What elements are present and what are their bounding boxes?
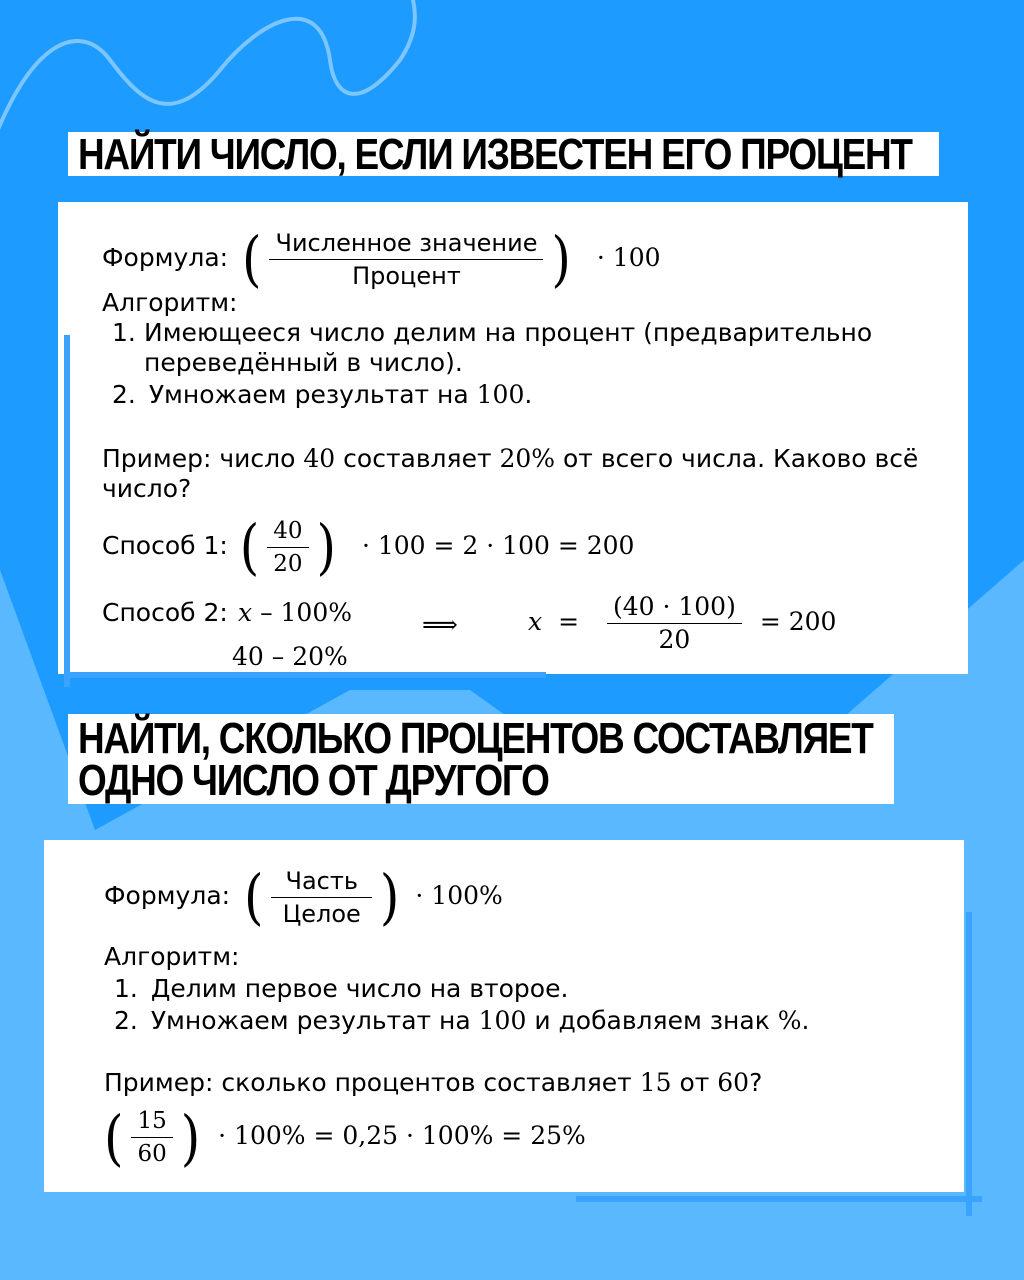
algorithm1-step2-end: .: [524, 380, 533, 409]
method2-equation: [528, 590, 836, 654]
algorithm1-step2-value: 100: [476, 380, 525, 409]
method2-arrow: ⟹: [422, 610, 458, 639]
method2-row1-text: – 100%: [260, 598, 352, 627]
algorithm2-step2-sign: %: [777, 1006, 802, 1035]
formula1-numerator: Численное значение: [269, 227, 543, 260]
algorithm2-step1-text: Делим первое число на второе.: [150, 974, 569, 1003]
formula2-left-paren: (: [244, 862, 264, 932]
method1-denominator: 20: [273, 550, 303, 577]
method1-numerator: 40: [267, 515, 308, 548]
algorithm1-step2: [112, 380, 532, 410]
formula2-tail: · 100%: [415, 881, 503, 910]
calc2-numerator: 15: [131, 1105, 172, 1138]
example1-suffix: от всего числа. Каково всё: [563, 444, 919, 473]
method2-row2: 40 – 20%: [232, 642, 348, 671]
example1-mid: составляет: [343, 444, 492, 473]
algorithm2-step2-text: Умножаем результат на: [150, 1006, 471, 1035]
section1-title: НАЙТИ ЧИСЛО, ЕСЛИ ИЗВЕСТЕН ЕГО ПРОЦЕНТ: [78, 130, 912, 179]
example1-pct: 20%: [499, 444, 556, 473]
algorithm2-step2: [114, 1006, 810, 1036]
algorithm1-step1-line2: переведённый в число).: [144, 348, 463, 377]
method2-x: x: [238, 598, 253, 627]
calc2-tail: · 100% = 0,25 · 100% = 25%: [218, 1121, 586, 1150]
method2-fraction: [607, 591, 742, 656]
method2-row1: [238, 598, 352, 628]
section2-card: [44, 840, 964, 1192]
method2-result: = 200: [759, 607, 837, 636]
method1-tail: · 100 = 2 · 100 = 200: [361, 531, 635, 560]
calc2-denominator: 60: [137, 1141, 167, 1167]
algorithm1-step1-line1: Имеющееся число делим на процент (предварительно: [144, 318, 873, 347]
formula2-label: Формула:: [104, 881, 231, 910]
section1-card: [58, 202, 968, 674]
formula2-denominator: Целое: [282, 899, 361, 928]
method1-label: Способ 1:: [102, 531, 228, 560]
algorithm2-step2-num: 2.: [114, 1006, 138, 1035]
example2-n2: 60: [717, 1068, 750, 1097]
example1-line1: [102, 444, 918, 474]
example1-n1: 40: [303, 444, 336, 473]
calc2-fraction: [131, 1105, 172, 1170]
method1-left-paren: (: [239, 512, 260, 582]
formula1-row: [102, 224, 661, 292]
example2-mid: от: [679, 1068, 710, 1097]
algorithm1-step2-num: 2.: [112, 380, 136, 409]
example1-line2: число?: [102, 474, 192, 503]
calc2-left-paren: (: [104, 1102, 124, 1173]
method1-fraction: [267, 515, 308, 580]
section1-accent-horizontal: [66, 672, 546, 678]
algorithm2-step2-mid: и добавляем знак: [534, 1006, 770, 1035]
method2-denominator: 20: [658, 625, 691, 654]
formula2-numerator: Часть: [271, 865, 371, 898]
method1-row: [102, 512, 634, 580]
section2-accent-horizontal: [576, 1196, 982, 1202]
formula1-tail: · 100: [596, 243, 661, 272]
example2-line: [104, 1068, 762, 1098]
algorithm2-step1: [114, 974, 568, 1004]
section1-accent-vertical: [64, 335, 70, 687]
method2-eq-lhs: x: [528, 607, 543, 636]
section2-title-line2: ОДНО ЧИСЛО ОТ ДРУГОГО: [78, 756, 549, 805]
formula1-right-paren: ): [551, 224, 571, 294]
example1-prefix: Пример: число: [102, 444, 296, 473]
method1-right-paren: ): [316, 512, 337, 582]
example2-n1: 15: [639, 1068, 672, 1097]
example2-prefix: Пример: сколько процентов составляет: [104, 1068, 632, 1097]
section1-title-bar: [68, 130, 939, 179]
formula1-fraction: [269, 227, 543, 292]
example2-end: ?: [749, 1068, 763, 1097]
calc2-right-paren: ): [180, 1102, 201, 1173]
algorithm2-step2-value: 100: [478, 1006, 527, 1035]
formula1-denominator: Процент: [352, 261, 461, 290]
algorithm2-step1-num: 1.: [114, 974, 138, 1003]
section2-accent-vertical: [966, 912, 972, 1216]
formula2-fraction: [271, 865, 371, 930]
algorithm1-label: Алгоритм:: [102, 288, 238, 317]
algorithm2-label: Алгоритм:: [104, 942, 240, 971]
calc2-row: [104, 1102, 586, 1173]
method2-label: Способ 2:: [102, 598, 228, 627]
algorithm2-step2-end: .: [801, 1006, 810, 1035]
formula1-label: Формула:: [102, 243, 229, 272]
method2-eq: =: [558, 607, 580, 636]
section2-title-line1: НАЙТИ, СКОЛЬКО ПРОЦЕНТОВ СОСТАВЛЯЕТ: [78, 714, 873, 763]
algorithm1-step2-text: Умножаем результат на: [148, 380, 469, 409]
squiggle-line: [0, 0, 415, 150]
formula1-left-paren: (: [242, 224, 262, 294]
method2-numerator: (40 · 100): [607, 591, 742, 624]
formula2-row: [104, 862, 503, 930]
formula2-right-paren: ): [379, 862, 400, 932]
section2-title-bar: [68, 714, 894, 804]
algorithm1-step1-num: 1.: [112, 318, 136, 347]
